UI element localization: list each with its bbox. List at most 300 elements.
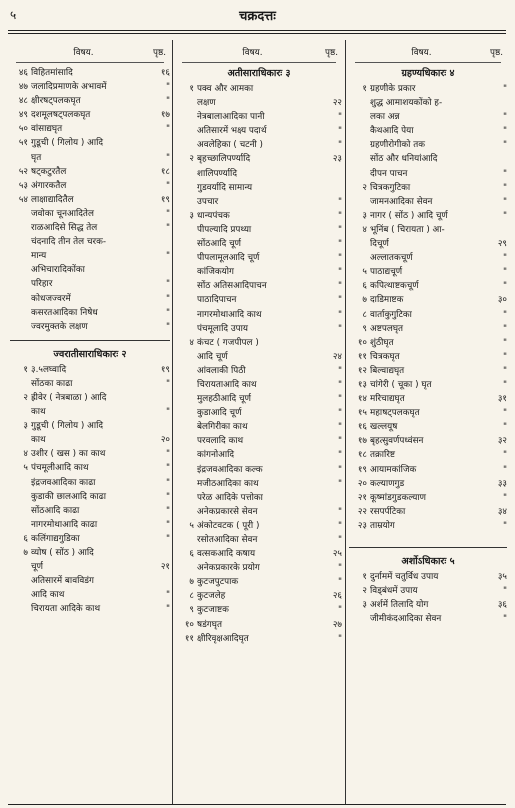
entry-title: दिचूर्ण — [370, 239, 389, 250]
entry-page: ३६ — [497, 600, 507, 611]
entry-list — [349, 82, 507, 533]
entry-page: " — [337, 520, 342, 531]
entry-page: " — [502, 464, 507, 475]
entry-title: चिरायता आदिके काथ — [31, 604, 101, 615]
entry-title: कुटजलेह — [197, 591, 226, 602]
index-entry — [176, 434, 342, 448]
entry-number: २ — [23, 392, 28, 403]
entry-number — [176, 364, 197, 378]
index-entry — [10, 122, 170, 136]
index-entry — [176, 632, 342, 646]
entry-title: सोंठ अतिसआदिपाचन — [197, 281, 267, 292]
entry-number: १९ — [357, 464, 367, 475]
entry-page: " — [337, 196, 342, 207]
entry-number: ६ — [23, 533, 28, 544]
entry-page: " — [337, 563, 342, 574]
entry-title: अर्शमें तिलादि योग — [370, 600, 429, 611]
entry-title: कलिंगाद्यगुडिका — [31, 533, 80, 544]
index-entry — [10, 320, 170, 334]
entry-number — [10, 277, 31, 291]
entry-title: वार्ताकुगुटिका — [370, 309, 412, 320]
entry-page: " — [337, 210, 342, 221]
entry-number: ४९ — [18, 110, 28, 121]
index-entry — [349, 223, 507, 237]
entry-title: आदि चूर्ण — [197, 351, 228, 362]
index-entry — [349, 322, 507, 336]
entry-number: १ — [23, 364, 28, 375]
index-entry — [176, 378, 342, 392]
entry-page — [150, 235, 170, 249]
entry-title: अतिसारमें भक्ष्य पदार्थ — [197, 126, 267, 137]
entry-number: ४ — [189, 337, 194, 348]
entry-page: " — [337, 281, 342, 292]
entry-number: १८ — [357, 450, 367, 461]
index-entry — [349, 82, 507, 96]
entry-number: ५३ — [18, 180, 28, 191]
entry-number — [176, 293, 197, 307]
entry-title: शुंठीघृत — [370, 337, 394, 348]
entry-number: १ — [362, 572, 367, 582]
entry-page — [487, 96, 507, 110]
index-entry — [349, 279, 507, 293]
entry-number — [176, 505, 197, 519]
index-entry — [349, 491, 507, 505]
entry-number — [10, 588, 31, 602]
entry-page: " — [502, 281, 507, 292]
entry-page: " — [165, 279, 170, 290]
entry-title: पीपल्यादि प्रपथ्या — [197, 224, 252, 235]
entry-page — [487, 223, 507, 237]
entry-number — [176, 533, 197, 547]
entry-number — [349, 251, 370, 265]
entry-page: " — [165, 449, 170, 460]
index-entry — [176, 336, 342, 350]
entry-title: आदि काथ — [31, 590, 65, 601]
entry-title: व्योष ( सोंठ ) आदि — [31, 548, 94, 558]
entry-number: १५ — [357, 408, 367, 419]
index-entry — [10, 461, 170, 475]
header-rule-2 — [8, 33, 506, 34]
subject-heading: विषय. — [242, 48, 263, 58]
index-entry — [349, 463, 507, 477]
entry-number: ७ — [189, 577, 194, 588]
entry-title: आयामकांजिक — [370, 464, 417, 475]
entry-title: आंवलाकी पिठी — [197, 365, 246, 376]
index-entry — [349, 598, 507, 612]
index-entry — [349, 378, 507, 392]
entry-number — [10, 249, 31, 263]
divider — [355, 62, 501, 63]
entry-number — [10, 476, 31, 490]
index-entry — [176, 448, 342, 462]
entry-number: २० — [357, 478, 367, 489]
entry-page: " — [502, 365, 507, 376]
index-entry — [10, 391, 170, 405]
entry-number: ६ — [189, 549, 194, 560]
entry-list — [349, 570, 507, 626]
index-entry — [10, 136, 170, 150]
section-heading: अर्शोऽधिकारः ५ — [401, 556, 455, 567]
entry-title: परेळ आदिके पत्तोका — [197, 492, 263, 503]
entry-title: गुडूची ( गिलोय ) आदि — [31, 138, 104, 149]
index-entry — [349, 237, 507, 251]
entry-page: " — [502, 112, 507, 123]
entry-number — [176, 308, 197, 322]
entry-number — [176, 279, 197, 293]
entry-page: " — [337, 267, 342, 278]
entry-list — [176, 82, 342, 646]
entry-title: इंद्रजवआदिका कल्क — [197, 464, 263, 475]
entry-number: २१ — [357, 492, 367, 503]
entry-number — [349, 138, 370, 152]
page-heading: पृष्ठ. — [153, 48, 166, 58]
entry-page: ३४ — [497, 506, 507, 517]
entry-number — [176, 96, 197, 110]
entry-page: " — [165, 82, 170, 93]
entry-page: २४ — [332, 351, 342, 362]
entry-number — [176, 223, 197, 237]
index-entry — [349, 152, 507, 166]
entry-number: ५४ — [18, 194, 28, 205]
index-entry — [349, 209, 507, 223]
entry-number: १३ — [357, 379, 367, 390]
column-header — [10, 46, 170, 60]
entry-title: ज्वरमुक्तके लक्षण — [31, 321, 88, 332]
index-entry — [10, 94, 170, 108]
index-entry — [176, 618, 342, 632]
entry-page: " — [502, 422, 507, 433]
divider — [349, 547, 507, 548]
index-entry — [176, 477, 342, 491]
entry-title: तक्रारिष्ट — [370, 450, 396, 461]
entry-number — [176, 420, 197, 434]
entry-number — [176, 167, 197, 181]
index-entry — [10, 405, 170, 419]
entry-title: काथ — [31, 435, 46, 446]
entry-title: मरिचाद्यघृत — [370, 394, 405, 405]
entry-page: " — [165, 180, 170, 191]
entry-title: ग्रहणीके प्रकार — [370, 84, 416, 94]
index-entry — [176, 237, 342, 251]
entry-page: " — [165, 208, 170, 219]
entry-title: उपचार — [197, 196, 219, 207]
entry-title: चित्रकघृत — [370, 351, 400, 362]
index-entry — [10, 447, 170, 461]
entry-number — [10, 560, 31, 574]
index-entry — [349, 350, 507, 364]
entry-title: चूर्ण — [31, 562, 43, 573]
entry-title: बृहत्सुवर्णपध्वंसन — [370, 436, 424, 447]
entry-number — [176, 463, 197, 477]
index-entry — [10, 108, 170, 122]
index-entry — [349, 181, 507, 195]
entry-number — [349, 96, 370, 110]
entry-page: " — [337, 464, 342, 475]
page-heading: पृष्ठ. — [325, 48, 338, 58]
entry-number: ४६ — [18, 68, 28, 78]
column-header — [349, 46, 507, 60]
entry-title: ह्रीवेर ( नेत्रबाळा ) आदि — [31, 392, 107, 403]
index-entry — [349, 293, 507, 307]
entry-number: ८ — [189, 591, 194, 602]
entry-number — [349, 167, 370, 181]
entry-title: धान्यपंचक — [197, 210, 230, 221]
index-entry — [10, 377, 170, 391]
entry-number: ३ — [189, 210, 194, 221]
index-entry — [10, 546, 170, 560]
entry-page: " — [502, 520, 507, 531]
entry-page: २० — [160, 435, 170, 446]
entry-page: ३२ — [497, 436, 507, 447]
index-entry — [176, 519, 342, 533]
entry-page: " — [337, 309, 342, 320]
entry-page — [322, 336, 342, 350]
entry-title: वांसाद्यघृत — [31, 124, 63, 135]
entry-page — [322, 491, 342, 505]
entry-title: सोंठआदि चूर्ण — [197, 239, 242, 250]
entry-page: " — [337, 605, 342, 616]
entry-title: कल्याणगुड — [370, 478, 405, 489]
entry-number: १० — [184, 619, 194, 630]
entry-page: " — [502, 210, 507, 221]
entry-number — [176, 434, 197, 448]
entry-title: रसपर्पटिका — [370, 506, 406, 517]
entry-page — [150, 263, 170, 277]
index-entry — [349, 406, 507, 420]
index-entry — [176, 533, 342, 547]
header-rule — [8, 30, 506, 31]
entry-title: मान्य — [31, 251, 47, 262]
entry-number: ५ — [189, 520, 194, 531]
entry-page: २५ — [332, 549, 342, 560]
entry-number — [10, 574, 31, 588]
entry-page: " — [165, 463, 170, 474]
entry-title: सोंठका काढा — [31, 378, 73, 389]
entry-title: राळआदिसे सिद्ध तेल — [31, 223, 98, 234]
entry-title: शुद्ध आमाशयकोंको ह- — [370, 98, 443, 109]
entry-page: " — [165, 124, 170, 135]
entry-title: नागरमोथाआदि काढा — [31, 519, 98, 530]
index-entry — [349, 251, 507, 265]
entry-title: जलादिप्रमाणके अभावमें — [31, 82, 107, 93]
index-entry — [349, 420, 507, 434]
entry-title: सोंठआदि काढा — [31, 505, 80, 516]
entry-title: अनेकप्रकारसे सेवन — [197, 506, 258, 517]
entry-number: ३ — [362, 600, 367, 611]
entry-number: १४ — [357, 394, 367, 405]
entry-page: " — [165, 491, 170, 502]
index-entry — [10, 277, 170, 291]
section-heading: अतीसाराधिकारः ३ — [227, 68, 291, 79]
index-entry — [176, 603, 342, 617]
entry-title: ताम्रयोग — [370, 520, 395, 531]
entry-number — [10, 504, 31, 518]
entry-title: मुलहठीआदि चूर्ण — [197, 394, 251, 405]
column-header — [176, 46, 342, 60]
entry-page: २६ — [332, 591, 342, 602]
entry-title: ग्रहणीरोगीको तक — [370, 140, 425, 151]
entry-page: २७ — [332, 619, 342, 630]
entry-title: अवलेहिका ( चटनी ) — [197, 140, 263, 151]
entry-page: " — [165, 321, 170, 332]
entry-page — [150, 419, 170, 433]
entry-title: कूष्मांडगुडकल्याण — [370, 492, 426, 503]
entry-number — [176, 265, 197, 279]
index-entry — [176, 350, 342, 364]
index-entry — [349, 448, 507, 462]
entry-title: दीपन पाचन — [370, 168, 408, 179]
entry-page: " — [165, 307, 170, 318]
index-entry — [176, 364, 342, 378]
index-entry — [176, 308, 342, 322]
entry-page — [322, 82, 342, 96]
index-entry — [10, 419, 170, 433]
entry-title: कांगनोआदि — [197, 450, 235, 461]
entry-number: १० — [357, 337, 367, 348]
entry-number — [10, 518, 31, 532]
divider — [10, 340, 170, 341]
column-divider — [345, 40, 346, 804]
entry-page: " — [337, 295, 342, 306]
entry-page: " — [337, 506, 342, 517]
subject-heading: विषय. — [73, 48, 94, 58]
entry-number: ८ — [362, 309, 367, 320]
entry-title: अभिचारादिकोंका — [31, 265, 85, 276]
entry-title: चंदनादि तीन तेल चरक- — [31, 237, 107, 248]
entry-number: ४ — [23, 449, 28, 460]
index-entry — [176, 124, 342, 138]
entry-number — [176, 448, 197, 462]
entry-title: चित्रकगुटिका — [370, 182, 411, 193]
entry-page: " — [502, 140, 507, 151]
index-entry — [349, 612, 507, 626]
entry-number: १ — [189, 84, 194, 94]
index-entry — [176, 279, 342, 293]
entry-page: २३ — [332, 154, 342, 165]
entry-page: " — [165, 251, 170, 262]
entry-title: पंचमूलादि उपाय — [197, 323, 249, 334]
entry-page: " — [337, 365, 342, 376]
divider — [16, 62, 164, 63]
entry-title: कुडाआदि चूर्ण — [197, 408, 242, 419]
entry-number: २२ — [357, 506, 367, 517]
index-entry — [10, 249, 170, 263]
index-entry — [349, 96, 507, 110]
entry-number — [10, 490, 31, 504]
divider — [182, 62, 336, 63]
entry-page: " — [502, 408, 507, 419]
entry-page: " — [165, 533, 170, 544]
entry-number: ५ — [23, 463, 28, 474]
entry-number — [10, 292, 31, 306]
entry-page: " — [502, 351, 507, 362]
entry-title: वत्सकआदि कषाय — [197, 549, 256, 560]
entry-number: ६ — [362, 281, 367, 292]
entry-title: कुटजाष्टक — [197, 605, 229, 616]
entry-page: " — [502, 337, 507, 348]
index-entry — [349, 364, 507, 378]
page-number: ५ — [10, 8, 17, 22]
entry-number: ४ — [362, 224, 367, 235]
index-entry — [349, 584, 507, 598]
entry-number — [10, 207, 31, 221]
index-entry — [10, 504, 170, 518]
index-entry — [349, 570, 507, 584]
entry-title: भूनिंब ( चिरायता ) आ- — [370, 224, 445, 235]
index-entry — [349, 434, 507, 448]
entry-title: विड्बंधमें उपाय — [370, 586, 418, 597]
index-entry — [176, 251, 342, 265]
entry-page: १९ — [160, 364, 170, 375]
entry-page: " — [165, 223, 170, 234]
index-entry — [10, 66, 170, 80]
entry-title: घृत — [31, 152, 42, 163]
entry-title: विहितमांसादि — [31, 68, 73, 78]
entry-title: उशीर ( खस ) का काथ — [31, 449, 106, 460]
entry-number: ५२ — [18, 166, 28, 177]
entry-title: लका अन्न — [370, 112, 400, 123]
index-entry — [349, 336, 507, 350]
entry-page: " — [502, 586, 507, 597]
entry-title: नागर ( सोंठ ) आदि चूर्ण — [370, 210, 448, 221]
index-entry — [176, 209, 342, 223]
index-entry — [349, 124, 507, 138]
entry-title: ३.५लघ्वादि — [31, 364, 67, 375]
entry-page: " — [165, 590, 170, 601]
index-entry — [349, 308, 507, 322]
section-heading: ज्वरातीसाराधिकारः २ — [53, 348, 127, 360]
entry-number — [176, 392, 197, 406]
index-entry — [10, 518, 170, 532]
entry-title: बिल्वाद्यघृत — [370, 365, 405, 376]
entry-page: " — [337, 633, 342, 644]
entry-page: " — [337, 323, 342, 334]
index-entry — [176, 392, 342, 406]
entry-title: परवलादि काथ — [197, 436, 244, 447]
entry-title: अंकोटवटक ( पूरी ) — [197, 520, 260, 531]
entry-number — [10, 263, 31, 277]
entry-number — [176, 477, 197, 491]
entry-number — [10, 433, 31, 447]
index-entry — [10, 363, 170, 377]
index-entry — [176, 152, 342, 166]
entry-page: " — [502, 168, 507, 179]
index-entry — [349, 167, 507, 181]
entry-page: २२ — [332, 98, 342, 109]
index-entry — [10, 165, 170, 179]
entry-title: षडंगघृत — [197, 619, 222, 630]
entry-title: नेत्रबालाआदिका पानी — [197, 112, 265, 123]
entry-title: लाक्षाद्यादितैल — [31, 194, 74, 205]
index-entry — [10, 490, 170, 504]
entry-title: नागरमोथाआदि काथ — [197, 309, 262, 320]
index-entry — [10, 602, 170, 616]
entry-number: ३ — [362, 210, 367, 221]
entry-page: " — [502, 492, 507, 503]
entry-title: खल्लयूष — [370, 422, 398, 433]
entry-title: कोधजज्वरमें — [31, 293, 71, 304]
entry-page: " — [337, 140, 342, 151]
entry-number — [349, 237, 370, 251]
index-entry — [10, 433, 170, 447]
entry-page: १७ — [160, 110, 170, 121]
entry-page: " — [337, 478, 342, 489]
entry-page: " — [337, 436, 342, 447]
index-entry — [349, 392, 507, 406]
entry-page — [322, 167, 342, 181]
entry-page: " — [337, 535, 342, 545]
entry-page: " — [337, 422, 342, 433]
